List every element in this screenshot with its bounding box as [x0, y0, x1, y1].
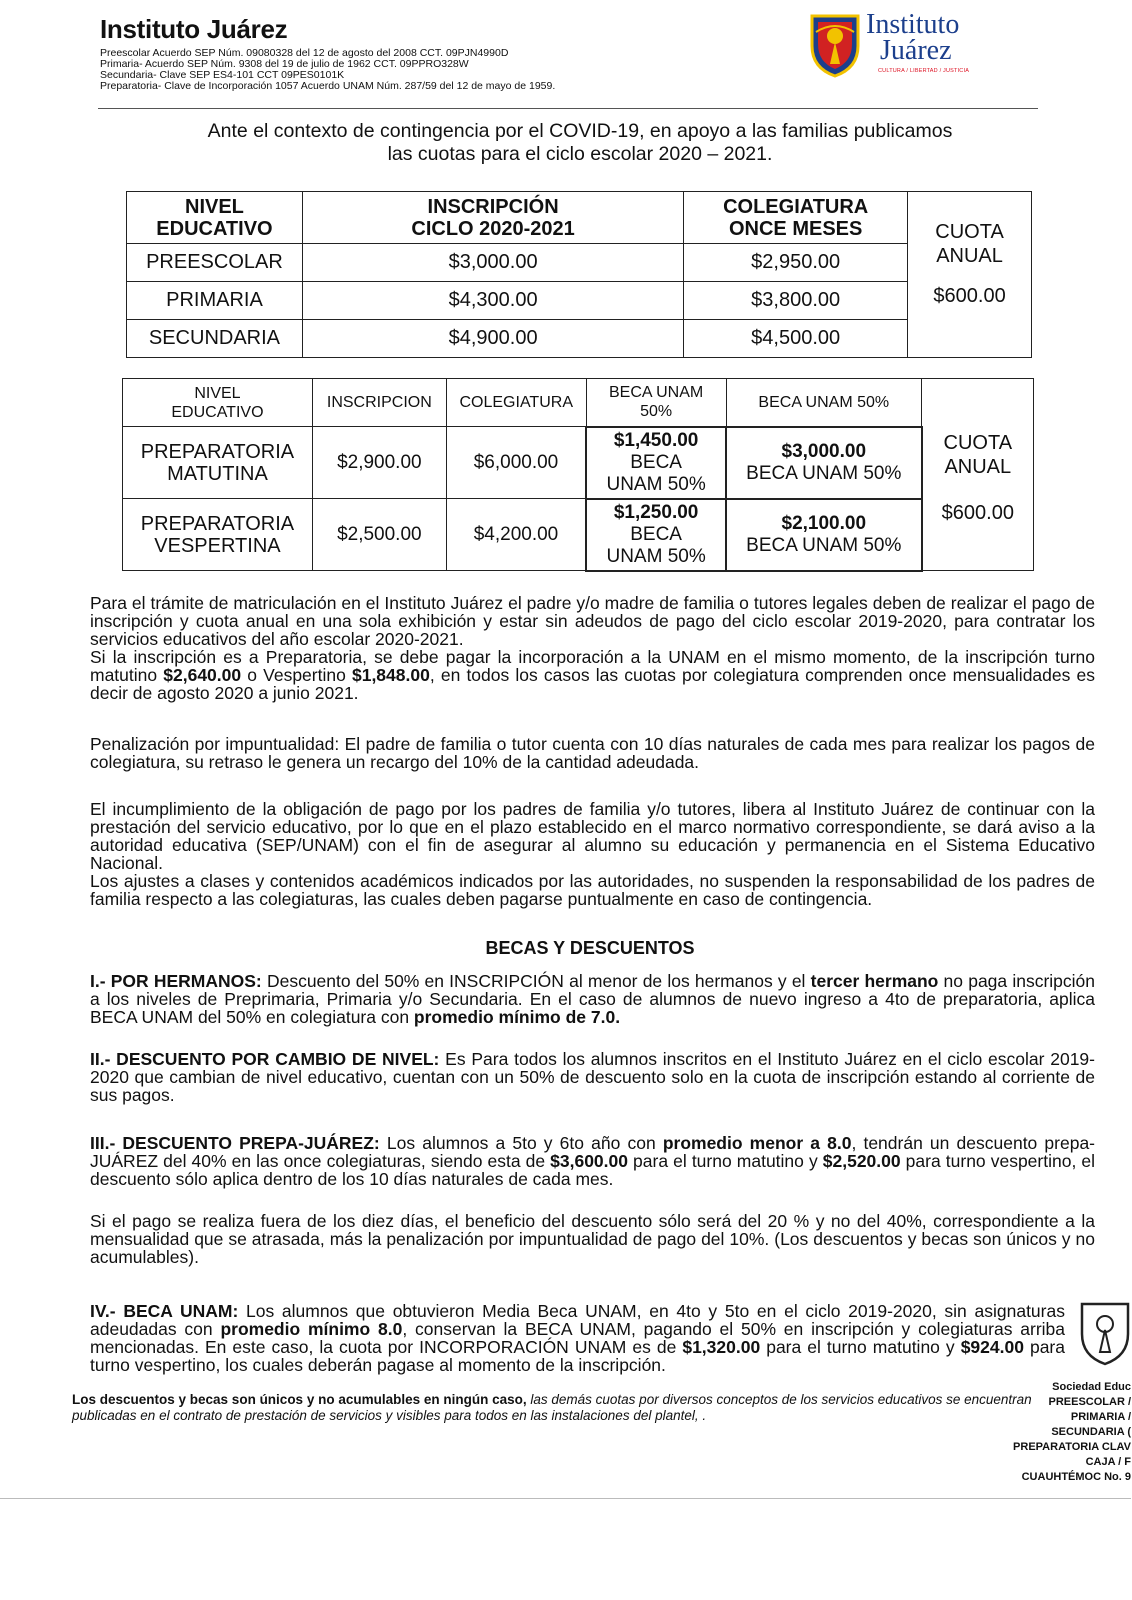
header-line-preescolar: Preescolar Acuerdo SEP Núm. 09080328 del 12 de agosto del 2008 CCT. 09PJN4990D: [100, 47, 509, 59]
stamp-line: Sociedad Educ: [1052, 1381, 1131, 1393]
school-stamp: [1013, 1300, 1131, 1510]
nivel-cell: PREESCOLAR: [127, 244, 303, 282]
paragraph-matriculacion-b: Si la inscripción es a Preparatoria, se debe pagar la incorporación a la UNAM en el mismo momento, de la inscripción turno matutino $2,640.00 o Vespertino $1,848.00, en todos los casos las cuotas por colegiatura comprenden once mensualidades es decir de agosto 2020 a junio 2021.: [90, 647, 1095, 703]
header-line-secundaria: Secundaria- Clave SEP ES4-101 CCT 09PES0101K: [100, 69, 345, 81]
beca-2-cell: $3,000.00 BECA UNAM 50%: [726, 427, 922, 499]
stamp-line: CUAUHTÉMOC No. 9: [1021, 1471, 1131, 1483]
header-divider: [98, 108, 1038, 109]
footer-note: Los descuentos y becas son únicos y no acumulables en ningún caso, las demás cuotas por diversos conceptos de los servicios educativos se encuentran publicadas en el contrato de prestación de servicios y visibles para todos en las instalaciones del plantel, .: [72, 1392, 1032, 1423]
header-colegiatura: COLEGIATURA: [446, 379, 586, 427]
intro-text: [150, 120, 1010, 166]
fees-table-basic: [126, 191, 1032, 358]
table-row: [127, 244, 1032, 282]
inscripcion-cell: $4,300.00: [302, 282, 683, 320]
fees-table-preparatoria: [122, 378, 1034, 572]
stamp-line: PREESCOLAR /: [1048, 1396, 1131, 1408]
paragraph-matriculacion: [90, 594, 1095, 702]
colegiatura-cell: $4,500.00: [684, 320, 908, 358]
stamp-line: SECUNDARIA (: [1051, 1426, 1131, 1438]
paragraph-matriculacion-a: Para el trámite de matriculación en el Instituto Juárez el padre y/o madre de familia o tutores legales deben de realizar el pago de inscripción y cuota anual en una sola exhibición y estar sin adeudos de pago del ciclo escolar 2019-2020, para contratar los servicios educativos del año escolar 2020-2021.: [90, 593, 1095, 649]
logo-text-instituto: Instituto: [866, 9, 960, 40]
cuota-anual-value: $600.00: [933, 285, 1006, 307]
paragraph-penalizacion: Penalización por impuntualidad: El padre de familia o tutor cuenta con 10 días naturales de cada mes para realizar los pagos de colegiatura, su retraso le genera un recargo del 10% de la cantidad adeudada.: [90, 734, 1095, 772]
nivel-cell: PREPARATORIA VESPERTINA: [123, 499, 313, 571]
intro-line-2: las cuotas para el ciclo escolar 2020 – 2021.: [387, 143, 773, 165]
becas-title: BECAS Y DESCUENTOS: [485, 938, 695, 958]
beca-1-cell: $1,450.00 BECA UNAM 50%: [586, 427, 726, 499]
header-beca-1: BECA UNAM 50%: [586, 379, 726, 427]
intro-line-1: Ante el contexto de contingencia por el COVID-19, en apoyo a las familias publicamos: [207, 120, 953, 142]
header-nivel: NIVEL EDUCATIVO: [123, 379, 313, 427]
stamp-line: PRIMARIA /: [1070, 1411, 1131, 1423]
school-name: Instituto Juárez: [100, 14, 288, 44]
nivel-cell: PRIMARIA: [127, 282, 303, 320]
institution-logo: [808, 10, 988, 80]
beca-1-cell: $1,250.00 BECA UNAM 50%: [586, 499, 726, 571]
nivel-cell: PREPARATORIA MATUTINA: [123, 427, 313, 499]
section-beca-unam: IV.- BECA UNAM: Los alumnos que obtuvieron Media Beca UNAM, en 4to y 5to en el ciclo 2019-2020, sin asignaturas adeudadas con promedio mínimo 8.0, conservan la BECA UNAM, pagando el 50% en inscripción y colegiaturas arriba mencionadas. En este caso, la cuota por INCORPORACIÓN UNAM es de $1,320.00 para el turno matutino y $924.00 para turno vespertino, los cuales deberán pagase al momento de la inscripción.: [90, 1301, 1066, 1375]
header-inscripcion: INSCRIPCION: [312, 379, 446, 427]
logo-motto: CULTURA / LIBERTAD / JUSTICIA: [878, 68, 970, 74]
inscripcion-cell: $2,900.00: [312, 427, 446, 499]
header-line-preparatoria: Preparatoria- Clave de Incorporación 1057 Acuerdo UNAM Núm. 287/59 del 12 de mayo de 1959.: [100, 80, 556, 92]
colegiatura-cell: $3,800.00: [684, 282, 908, 320]
paragraph-incumplimiento-a: El incumplimiento de la obligación de pago por los padres de familia y/o tutores, libera al Instituto Juárez de continuar con la prestación del servicio educativo, por lo que en el plazo establecido en el marco normativo correspondiente, se dará aviso a la autoridad educativa (SEP/UNAM) con el fin de asegurar al alumno su educación y permanencia en el Sistema Educativo Nacional.: [90, 799, 1095, 873]
table-row: [127, 320, 1032, 358]
header-nivel: NIVEL EDUCATIVO: [127, 192, 303, 244]
inscripcion-cell: $3,000.00: [302, 244, 683, 282]
section-hermanos: I.- POR HERMANOS: Descuento del 50% en INSCRIPCIÓN al menor de los hermanos y el tercer hermano no paga inscripción a los niveles de Preprimaria, Primaria y/o Secundaria. En el caso de alumnos de nuevo ingreso a 4to de preparatoria, aplica BECA UNAM del 50% en colegiatura con promedio mínimo de 7.0.: [90, 971, 1095, 1027]
section-prepa-juarez: III.- DESCUENTO PREPA-JUÁREZ: Los alumnos a 5to y 6to año con promedio menor a 8.0, tendrán un descuento prepa-JUÁREZ del 40% en las once colegiaturas, siendo esta de $3,600.00 para el turno matutino y $2,520.00 para turno vespertino, el descuento sólo aplica dentro de los 10 días naturales de cada mes.: [90, 1133, 1096, 1189]
stamp-line: PREPARATORIA CLAV: [1013, 1441, 1131, 1453]
shield-icon: [808, 12, 862, 78]
paragraph-incumplimiento-b: Los ajustes a clases y contenidos académicos indicados por las autoridades, no suspenden la responsabilidad de los padres de familia respecto a las colegiaturas, las cuales deben pagarse puntualmente en caso de contingencia.: [90, 871, 1095, 909]
colegiatura-cell: $4,200.00: [446, 499, 586, 571]
inscripcion-cell: $4,900.00: [302, 320, 683, 358]
beca-2-cell: $2,100.00 BECA UNAM 50%: [726, 499, 922, 571]
header-beca-2: BECA UNAM 50%: [726, 379, 922, 427]
table-row: [123, 427, 1034, 499]
table-row: [123, 499, 1034, 571]
nivel-cell: SECUNDARIA: [127, 320, 303, 358]
table-row: [127, 282, 1032, 320]
page-bottom-edge: [0, 1498, 1131, 1499]
cuota-anual-cell: CUOTA ANUAL $600.00: [908, 192, 1032, 358]
colegiatura-cell: $6,000.00: [446, 427, 586, 499]
logo-text-juarez: Juárez: [880, 35, 952, 66]
cuota-anual-value: $600.00: [941, 502, 1014, 524]
header-line-primaria: Primaria- Acuerdo SEP Núm. 9308 del 19 de julio de 1962 CCT. 09PPRO328W: [100, 58, 469, 70]
stamp-shield-icon: [1078, 1300, 1132, 1366]
inscripcion-cell: $2,500.00: [312, 499, 446, 571]
stamp-line: CAJA / F: [1085, 1456, 1131, 1468]
cuota-anual-cell: CUOTA ANUAL $600.00: [922, 379, 1034, 571]
paragraph-incumplimiento: [90, 800, 1095, 908]
section-cambio-nivel: II.- DESCUENTO POR CAMBIO DE NIVEL: Es Para todos los alumnos inscritos en el Instituto Juárez en el ciclo escolar 2019-2020 que cambian de nivel educativo, cuentan con un 50% de descuento solo en la cuota de inscripción estando al corriente de sus pagos.: [90, 1049, 1095, 1105]
header-inscripcion: INSCRIPCIÓN CICLO 2020-2021: [302, 192, 683, 244]
colegiatura-cell: $2,950.00: [684, 244, 908, 282]
paragraph-pago-fuera: Si el pago se realiza fuera de los diez días, el beneficio del descuento sólo será del 20 % y no del 40%, correspondiente a la mensualidad que se atrasada, más la penalización por impuntualidad de pago del 10%. (Los descuentos y becas son únicos y no acumulables).: [90, 1211, 1095, 1267]
header-colegiatura: COLEGIATURA ONCE MESES: [684, 192, 908, 244]
